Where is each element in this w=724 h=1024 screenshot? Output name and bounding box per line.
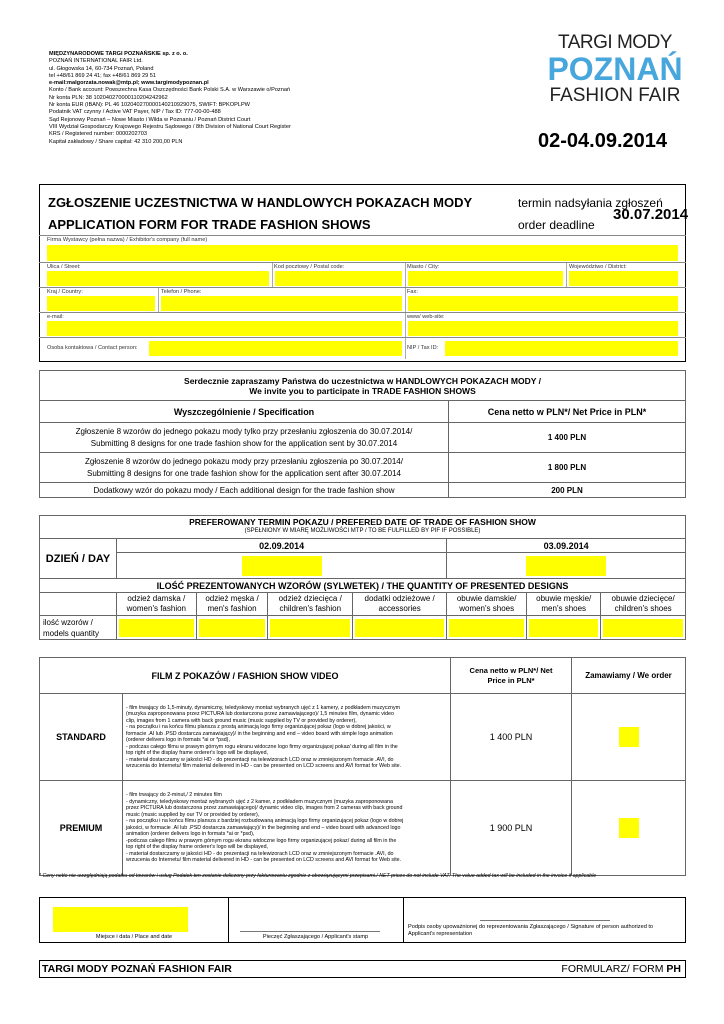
- desc-line: przez PICTURA lub dostarczona przez zamawiającego)/ dynamic video clip, images from 2 cameras with back ground: [126, 805, 403, 812]
- company-name: MIĘDZYNARODOWE TARGI POZNAŃSKIE sp. z o. o.: [49, 51, 188, 57]
- qty-title: ILOŚĆ PREZENTOWANYCH WZORÓW (SYLWETEK) / THE QUANTITY OF PRESENTED DESIGNS: [40, 579, 686, 593]
- quantity-cell: [353, 616, 447, 640]
- divider: [272, 263, 273, 287]
- company-pln: Nr konta PLN: 38 102040270000110204242962: [49, 94, 168, 101]
- desc-line: - film trwający do 2-minut,/ 2 minutes film: [126, 792, 222, 799]
- qty-label-en: models quantity: [43, 628, 100, 638]
- category-en: children's shoes: [614, 604, 672, 613]
- video-price-header: [451, 658, 572, 694]
- divider: [566, 263, 567, 287]
- qty-label-pl: ilość wzorów /: [43, 617, 93, 627]
- logo-line1: TARGI MODY: [558, 32, 672, 53]
- category-en: men's shoes: [541, 604, 587, 613]
- category-cell: [268, 593, 353, 616]
- video-title: FILM Z POKAZÓW / FASHION SHOW VIDEO: [40, 658, 451, 694]
- bottom-bar: [39, 960, 686, 978]
- company-row: [39, 235, 686, 262]
- divider: [405, 338, 406, 359]
- contact-field[interactable]: [149, 341, 402, 356]
- company-info: [49, 51, 379, 146]
- desc-line: - dynamiczny, teledyskowy montaż wybranych ujęć z 2 kamer, z podkładem muzycznym (muzyka zaproponowana: [126, 798, 393, 805]
- row1-pl: Zgłoszenie 8 wzorów do jednego pokazu mody tylko przy przesłaniu zgłoszenia do 30.07.2014/: [75, 426, 413, 436]
- premium-label: PREMIUM: [40, 781, 123, 876]
- www-label: www/ web-site:: [407, 314, 445, 320]
- quantity-input[interactable]: [119, 619, 194, 637]
- country-field[interactable]: [47, 296, 155, 311]
- fair-logo: [540, 32, 690, 108]
- stamp-line: [240, 931, 380, 932]
- desc-line: wrzucenia do Internetu/ film material delivered in HD - can be presented on LCD screens and AVI format for Web site.: [126, 857, 402, 864]
- price-3: 200 PLN: [449, 483, 686, 498]
- desc-line: animation (orderer delivers logo in formats *ai or *psd),: [126, 831, 255, 838]
- province-field[interactable]: [569, 271, 678, 286]
- term-header: [40, 516, 686, 539]
- category-pl: obuwie dziecięce/: [611, 594, 675, 603]
- email-label: e-mail:: [47, 314, 64, 320]
- standard-label: STANDARD: [40, 694, 123, 781]
- phone-field[interactable]: [161, 296, 402, 311]
- company-field-label: Firma Wystawcy (pełna nazwa) / Exhibitor's company (full name): [47, 237, 208, 243]
- category-pl: odzież damska /: [127, 594, 186, 603]
- deadline-pl: termin nadsyłania zgłoszeń: [518, 196, 663, 210]
- signature-box: [39, 897, 686, 943]
- company-tel: tel +48/61 869 24 41; fax +48/61 869 29 51: [49, 72, 156, 79]
- date2-label: 03.09.2014: [447, 539, 686, 553]
- quantity-input[interactable]: [355, 619, 444, 637]
- company-krs: KRS / Registered number: 0000202703: [49, 131, 147, 138]
- quantity-cell: [447, 616, 527, 640]
- divider: [405, 263, 406, 287]
- desc-line: (orderer delivers logo in formats *ai or *psd),: [126, 737, 230, 743]
- quantity-input[interactable]: [270, 619, 350, 637]
- term-title: PREFEROWANY TERMIN POKAZU / PREFERED DATE OF TRADE OF FASHION SHOW: [189, 517, 536, 527]
- form-title-en: APPLICATION FORM FOR TRADE FASHION SHOWS: [48, 217, 371, 232]
- company-eur: Nr konta EUR (IBAN): PL 46 102040270000140210929075, SWIFT: BPKOPLPW: [49, 102, 250, 109]
- desc-line: - materiał dostarczamy w jakości HD - do prezentacji na telewizorach LCD oraz w zmniejszonym formacie .AVI, do: [126, 850, 394, 857]
- category-en: women's shoes: [459, 604, 515, 613]
- street-row: [39, 262, 686, 287]
- row2-pl: Zgłoszenie 8 wzorów do jednego pokazu mody przy przesłaniu zgłoszenia po 30.07.2014/: [85, 456, 403, 466]
- video-order-header: Zamawiamy / We order: [572, 658, 686, 694]
- video-price-col1: Cena netto w PLN*/ Net: [469, 665, 553, 675]
- form-code: [561, 963, 681, 975]
- day-label: DZIEŃ / DAY: [40, 539, 117, 579]
- premium-order-cell: [572, 781, 686, 876]
- divider: [403, 898, 404, 942]
- quantity-row: [40, 616, 686, 640]
- date2-cell: [447, 553, 686, 579]
- category-pl: odzież męska /: [205, 594, 259, 603]
- sign-label-1: Podpis osoby upoważnionej do reprezentowania Zgłaszającego / Signature of person authorized to: [408, 924, 654, 930]
- quantity-input[interactable]: [603, 619, 683, 637]
- fax-label: Fax:: [407, 289, 418, 295]
- category-pl: dodatki odzieżowe /: [364, 594, 435, 603]
- desc-line: top right of the display frame orderer's logo will be displayed,: [126, 750, 269, 756]
- street-label: Ulica / Street:: [47, 264, 81, 270]
- row2-en: Submitting 8 designs for one trade fashion show for the application sent after 30.07.2014: [87, 468, 401, 478]
- form-label: FORMULARZ/ FORM: [561, 963, 664, 975]
- quantity-input[interactable]: [199, 619, 266, 637]
- event-date: 02-04.09.2014: [538, 130, 668, 152]
- category-cell: [447, 593, 527, 616]
- desc-line: wrzucenia do Internetu/ film material delivered in HD - can be presented on LCD screens and AVI format for Web site.: [126, 763, 402, 769]
- company-address: ul. Głogowska 14, 60-734 Poznań, Poland: [49, 65, 154, 72]
- pricing-table: [39, 370, 686, 498]
- contact-label: Osoba kontaktowa / Contact person:: [47, 345, 138, 351]
- postal-field[interactable]: [275, 271, 402, 286]
- company-bank: Konto / Bank account: Powszechna Kasa Oszczędności Bank Polski S.A. w Warszawie o/Poznań: [49, 87, 291, 94]
- sign-label-2: Applicant's representation: [408, 931, 473, 937]
- category-cell: [527, 593, 601, 616]
- category-cell: [196, 593, 268, 616]
- form-code-value: PH: [666, 963, 681, 975]
- category-cell: [353, 593, 447, 616]
- sign-line[interactable]: [480, 920, 610, 921]
- standard-desc: [123, 694, 451, 781]
- company-dept: VIII Wydział Gospodarczy Krajowego Rejestru Sądowego / 8th Division of National Court Register: [49, 123, 291, 130]
- bottom-title: TARGI MODY POZNAŃ FASHION FAIR: [42, 963, 232, 975]
- desc-line: -podczas całego filmu w prawym górnym rogu ekranu widoczne logo firmy organizującej pokaz/ during all film in the: [126, 837, 397, 844]
- divider: [405, 313, 406, 337]
- invite-header: [40, 371, 686, 401]
- category-en: children's fashion: [279, 604, 342, 613]
- deadline-en: order deadline: [518, 218, 595, 232]
- desc-line: formacie .AI lub .PSD dostarcza zamawiający)/ in the beginning and end – video board with simple logo animation: [126, 730, 393, 737]
- deadline-date: 30.07.2014: [613, 206, 689, 223]
- exhibitor-fields: [39, 235, 686, 359]
- quantity-cell: [601, 616, 686, 640]
- place-date-field[interactable]: [53, 907, 188, 932]
- company-capital: Kapitał zakładowy / Share capital: 42 310 200,00 PLN: [49, 138, 183, 145]
- category-cell: [601, 593, 686, 616]
- postal-label: Kod pocztowy / Postal code:: [274, 264, 345, 270]
- cat-spacer: [40, 593, 117, 616]
- premium-order-checkbox[interactable]: [619, 818, 639, 838]
- city-label: Miasto / City:: [407, 264, 440, 270]
- row1-en: Submitting 8 designs for one trade fashion show for the application sent by 30.07.2014: [90, 438, 398, 448]
- term-table: [39, 515, 686, 640]
- category-pl: obuwie damskie/: [456, 594, 517, 603]
- phone-label: Telefon / Phone:: [161, 289, 202, 295]
- desc-line: - film trwający do 1,5-minuty, dynamiczny, teledyskowy montaż wybranych ujęć z 1 kamery, z podkładem muzycznym: [126, 704, 401, 711]
- logo-line2: POZNAŃ: [547, 51, 683, 87]
- term-sub: (SPEŁNIONY W MIARĘ MOŻLIWOŚCI MTP / TO BE FULFILLED BY PIF IF POSSIBLE): [244, 528, 481, 534]
- desc-line: - na początku i na końcu filmu plansza z prostą animacją logo firmy organizującej pokaz (logo w dobrej jakości, w: [126, 724, 391, 730]
- form-title-pl: ZGŁOSZENIE UCZESTNICTWA W HANDLOWYCH POKAZACH MODY: [48, 195, 473, 210]
- category-row: [40, 593, 686, 616]
- category-en: men's fashion: [207, 604, 257, 613]
- qty-label: [40, 616, 117, 640]
- pricing-row-1: [40, 423, 449, 453]
- divider: [405, 288, 406, 312]
- nip-field[interactable]: [445, 341, 678, 356]
- desc-line: top right of the display frame orderer's logo will be displayed,: [126, 844, 269, 851]
- desc-line: music (music supplied by our TV or provided by orderer),: [126, 811, 260, 818]
- company-court: Sąd Rejonowy Poznań – Nowe Miasto i Wilda w Poznaniu / Poznań District Court: [49, 116, 251, 123]
- place-date-label: Miejsce i data / Place and date: [95, 934, 173, 940]
- company-name-en: POZNAŃ INTERNATIONAL FAIR Ltd.: [49, 58, 143, 65]
- footnote: * Ceny netto nie uwzględniają podatku od towarów i usług Podatek ten zostanie doliczony przy fakturowaniu zgodnie z obowiązującymi przepisami./ NET prices do not include VAT. The value added tax will be included in the invoice if applicable: [39, 873, 597, 879]
- premium-desc: [123, 781, 451, 876]
- category-pl: obuwie męskie/: [536, 594, 592, 603]
- premium-price: 1 900 PLN: [451, 781, 572, 876]
- contact-row: [39, 337, 686, 359]
- province-label: Województwo / District:: [569, 264, 627, 270]
- desc-line: - na początku i na końcu filmu plansza z bardziej rozbudowaną animacją logo firmy organizującej pokaz (logo w dobrej: [126, 818, 404, 825]
- video-table: [39, 657, 686, 876]
- date2-checkbox[interactable]: [526, 556, 606, 576]
- date1-cell: [117, 553, 447, 579]
- quantity-input[interactable]: [529, 619, 598, 637]
- desc-line: - materiał dostarczamy w jakości HD - do prezentacji na telewizorach LCD oraz w zmniejszonym formacie .AVI, do: [126, 756, 394, 763]
- company-field[interactable]: [47, 245, 678, 261]
- price-1: 1 400 PLN: [449, 423, 686, 453]
- quantity-cell: [527, 616, 601, 640]
- invite-line2: We invite you to participate in TRADE FASHION SHOWS: [249, 385, 476, 396]
- www-field[interactable]: [408, 321, 678, 336]
- country-label: Kraj / Country:: [47, 289, 83, 295]
- form-title: [48, 192, 472, 236]
- video-price-col2: Price in PLN*: [487, 675, 535, 685]
- invite-line1: Serdecznie zapraszamy Państwa do uczestnictwa w HANDLOWYCH POKAZACH MODY /: [184, 375, 541, 386]
- category-pl: odzież dziecięca /: [278, 594, 342, 603]
- quantity-cell: [196, 616, 268, 640]
- spec-header: Wyszczególnienie / Specification: [40, 401, 449, 423]
- fax-field[interactable]: [408, 296, 678, 311]
- pricing-row-2: [40, 453, 449, 483]
- category-en: women's fashion: [126, 604, 186, 613]
- category-en: accessories: [378, 604, 421, 613]
- street-field[interactable]: [47, 271, 269, 286]
- standard-price: 1 400 PLN: [451, 694, 572, 781]
- desc-line: clip, images from 1 camera with back ground music (music supplied by TV or provided by orderer),: [126, 717, 357, 724]
- quantity-input[interactable]: [449, 619, 524, 637]
- email-row: [39, 312, 686, 337]
- pricing-row-3: Dodatkowy wzór do pokazu mody / Each additional design for the trade fashion show: [40, 483, 449, 498]
- city-field[interactable]: [408, 271, 563, 286]
- divider: [158, 288, 159, 312]
- sign-label: [408, 924, 683, 938]
- quantity-cell: [268, 616, 353, 640]
- logo-line3: FASHION FAIR: [549, 85, 681, 106]
- nip-label: NIP / Tax ID:: [407, 345, 439, 351]
- category-cell: [117, 593, 197, 616]
- stamp-label: Pieczęć Zgłaszającego / Applicant's stamp: [262, 934, 369, 940]
- price-header: Cena netto w PLN*/ Net Price in PLN*: [449, 401, 686, 423]
- desc-line: (muzyka zaproponowana przez PICTURA lub dostarczona przez zamawiającego)/ 1,5 minutes film, dynamic video: [126, 711, 394, 717]
- company-email: e-mail:malgorzata.nowak@mtp.pl; www.targimodypoznan.pl: [49, 80, 209, 87]
- country-row: [39, 287, 686, 312]
- date1-label: 02.09.2014: [117, 539, 447, 553]
- desc-line: jakości, w formacie .AI lub .PSD dostarcza zamawiający)/ in the beginning and end – video board with advanced logo: [126, 824, 401, 831]
- email-field[interactable]: [47, 321, 402, 336]
- company-vat: Podatnik VAT czynny / Active VAT Payer, NIP / Tax ID: 777-00-00-488: [49, 109, 221, 116]
- price-2: 1 800 PLN: [449, 453, 686, 483]
- standard-order-cell: [572, 694, 686, 781]
- date1-checkbox[interactable]: [242, 556, 322, 576]
- standard-order-checkbox[interactable]: [619, 727, 639, 747]
- desc-line: - podczas całego filmu w prawym górnym rogu ekranu widoczne logo firmy organizującej pokaz/ during all film in the: [126, 743, 398, 750]
- quantity-cell: [117, 616, 197, 640]
